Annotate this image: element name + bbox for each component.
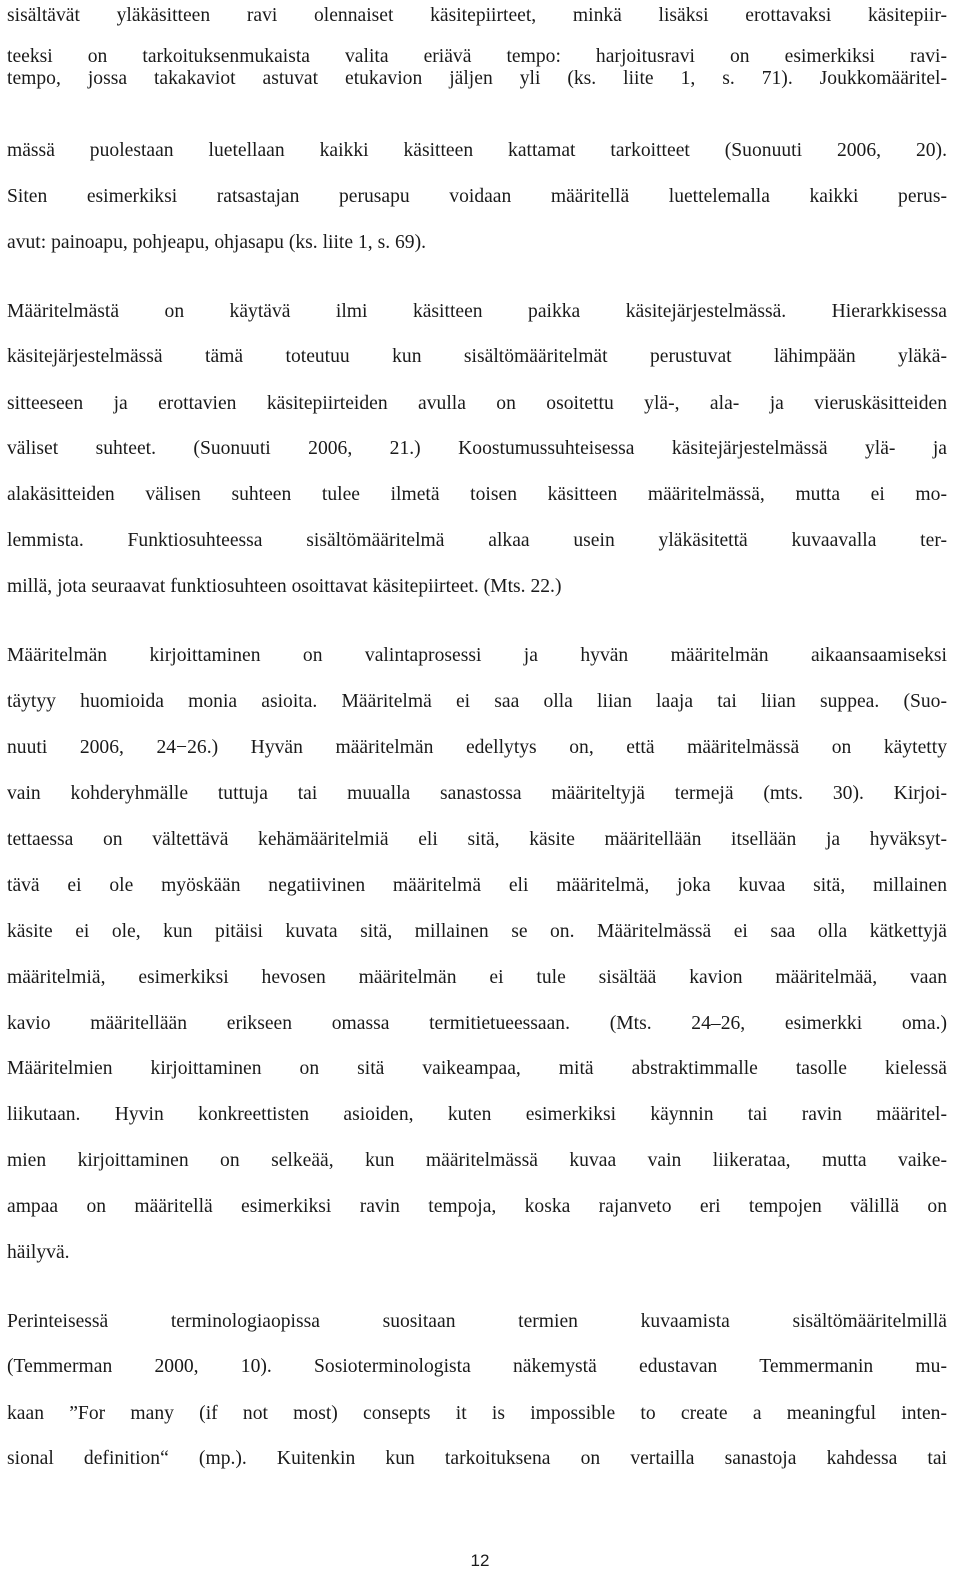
text-line: väliset suhteet. (Suonuuti 2006, 21.) Koostumussuhteisessa käsitejärjestelmässä ylä- ja <box>7 438 947 459</box>
text-line: teeksi on tarkoituksenmukaista valita eriävä tempo: harjoitusravi on esimerkiksi ravi- <box>7 46 947 67</box>
text-line: vain kohderyhmälle tuttuja tai muualla sanastossa määriteltyjä termejä (mts. 30). Kirjoi- <box>7 783 947 804</box>
text-line: häilyvä. <box>7 1242 70 1263</box>
text-line: kavio määritellään erikseen omassa termitietueessaan. (Mts. 24–26, esimerkki oma.) <box>7 1013 947 1034</box>
text-line: liikutaan. Hyvin konkreettisten asioiden, kuten esimerkiksi käynnin tai ravin määritel- <box>7 1104 947 1125</box>
text-line: millä, jota seuraavat funktiosuhteen osoittavat käsitepiirteet. (Mts. 22.) <box>7 576 562 597</box>
text-line: käsitejärjestelmässä tämä toteutuu kun sisältömääritelmät perustuvat lähimpään yläkä- <box>7 346 947 367</box>
text-line: määritelmiä, esimerkiksi hevosen määritelmän ei tule sisältää kavion määritelmää, vaan <box>7 967 947 988</box>
page-number: 12 <box>470 1551 490 1570</box>
text-line: Määritelmän kirjoittaminen on valintaprosessi ja hyvän määritelmän aikaansaamiseksi <box>7 645 947 666</box>
text-line: alakäsitteiden välisen suhteen tulee ilmetä toisen käsitteen määritelmässä, mutta ei mo- <box>7 484 947 505</box>
text-line: Määritelmien kirjoittaminen on sitä vaikeampaa, mitä abstraktimmalle tasolle kielessä <box>7 1058 947 1079</box>
text-line: täytyy huomioida monia asioita. Määritelmä ei saa olla liian laaja tai liian suppea. (Suo- <box>7 691 947 712</box>
text-line: käsite ei ole, kun pitäisi kuvata sitä, millainen se on. Määritelmässä ei saa olla kätkettyjä <box>7 921 947 942</box>
text-line: (Temmerman 2000, 10). Sosioterminologista näkemystä edustavan Temmermanin mu- <box>7 1356 947 1377</box>
text-line: tettaessa on vältettävä kehämääritelmiä eli sitä, käsite määritellään itsellään ja hyväksyt- <box>7 829 947 850</box>
text-line: tempo, jossa takakaviot astuvat etukavion jäljen yli (ks. liite 1, s. 71). Joukkomääritel- <box>7 68 947 89</box>
text-line: sisältävät yläkäsitteen ravi olennaiset käsitepiirteet, minkä lisäksi erottavaksi käsitepiir- <box>7 5 947 26</box>
text-line: lemmista. Funktiosuhteessa sisältömääritelmä alkaa usein yläkäsitettä kuvaavalla ter- <box>7 530 947 551</box>
text-line: tävä ei ole myöskään negatiivinen määritelmä eli määritelmä, joka kuvaa sitä, millainen <box>7 875 947 896</box>
text-line: Siten esimerkiksi ratsastajan perusapu voidaan määritellä luettelemalla kaikki perus- <box>7 186 947 207</box>
text-line: avut: painoapu, pohjeapu, ohjasapu (ks. liite 1, s. 69). <box>7 232 427 253</box>
text-line: ampaa on määritellä esimerkiksi ravin tempoja, koska rajanveto eri tempojen välillä on <box>7 1196 947 1217</box>
text-line: Määritelmästä on käytävä ilmi käsitteen paikka käsitejärjestelmässä. Hierarkkisessa <box>7 301 947 322</box>
text-line: sional definition“ (mp.). Kuitenkin kun tarkoituksena on vertailla sanastoja kahdessa tai <box>7 1448 947 1469</box>
text-line: nuuti 2006, 24−26.) Hyvän määritelmän edellytys on, että määritelmässä on käytetty <box>7 737 947 758</box>
text-line: sitteeseen ja erottavien käsitepiirteiden avulla on osoitettu ylä-, ala- ja vieruskäsitteiden <box>7 393 947 414</box>
text-line: Perinteisessä terminologiaopissa suositaan termien kuvaamista sisältömääritelmillä <box>7 1311 947 1332</box>
text-line: kaan ”For many (if not most) consepts it is impossible to create a meaningful inten- <box>7 1403 947 1424</box>
text-line: mien kirjoittaminen on selkeää, kun määritelmässä kuvaa vain liikerataa, mutta vaike- <box>7 1150 947 1171</box>
text-line: mässä puolestaan luetellaan kaikki käsitteen kattamat tarkoitteet (Suonuuti 2006, 20). <box>7 140 947 161</box>
